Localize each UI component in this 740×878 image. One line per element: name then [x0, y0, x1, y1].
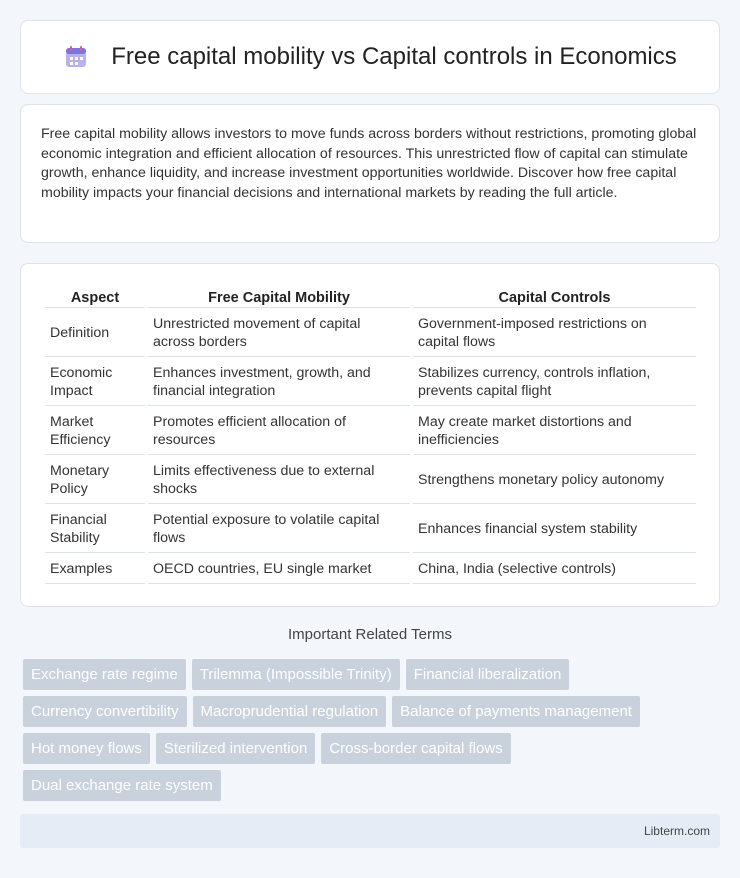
table-row [45, 457, 696, 504]
title-card [20, 20, 720, 94]
related-term-tag[interactable]: Sterilized intervention [156, 733, 315, 764]
related-term-tag[interactable]: Trilemma (Impossible Trinity) [192, 659, 400, 690]
cell-capital-controls: Government-imposed restrictions on capital flows [413, 310, 696, 357]
cell-free-capital-mobility: Promotes efficient allocation of resources [148, 408, 410, 455]
table-row [45, 359, 696, 406]
cell-aspect: Examples [45, 555, 145, 584]
cell-free-capital-mobility: OECD countries, EU single market [148, 555, 410, 584]
cell-aspect: Economic Impact [45, 359, 145, 406]
table-header-row [45, 286, 696, 308]
cell-aspect: Financial Stability [45, 506, 145, 553]
related-terms-list [23, 659, 703, 807]
cell-capital-controls: Enhances financial system stability [413, 506, 696, 553]
page-title: Free capital mobility vs Capital controls in Economics [111, 43, 677, 70]
cell-aspect: Monetary Policy [45, 457, 145, 504]
intro-card [20, 104, 720, 243]
cell-free-capital-mobility: Unrestricted movement of capital across borders [148, 310, 410, 357]
table-row [45, 408, 696, 455]
related-term-tag[interactable]: Hot money flows [23, 733, 150, 764]
cell-capital-controls: Strengthens monetary policy autonomy [413, 457, 696, 504]
cell-capital-controls: China, India (selective controls) [413, 555, 696, 584]
calendar-icon [63, 44, 89, 70]
related-terms-heading: Important Related Terms [288, 626, 452, 643]
cell-free-capital-mobility: Enhances investment, growth, and financial integration [148, 359, 410, 406]
cell-capital-controls: Stabilizes currency, controls inflation, prevents capital flight [413, 359, 696, 406]
related-term-tag[interactable]: Cross-border capital flows [321, 733, 510, 764]
cell-aspect: Definition [45, 310, 145, 357]
related-term-tag[interactable]: Dual exchange rate system [23, 770, 221, 801]
related-term-tag[interactable]: Balance of payments management [392, 696, 640, 727]
intro-text: Free capital mobility allows investors to move funds across borders without restrictions, promoting global economic integration and efficient allocation of resources. This unrestricted flow of capital can stimulate growth, enhance liquidity, and increase investment opportunities worldwide. Discover how free capital mobility impacts your financial decisions and international markets by reading the full article. [41, 126, 697, 201]
comparison-table [42, 284, 699, 586]
table-row [45, 555, 696, 584]
comparison-table-card [20, 263, 720, 607]
related-term-tag[interactable]: Financial liberalization [406, 659, 570, 690]
cell-free-capital-mobility: Potential exposure to volatile capital flows [148, 506, 410, 553]
header-capital-controls: Capital Controls [413, 286, 696, 308]
related-term-tag[interactable]: Currency convertibility [23, 696, 187, 727]
cell-aspect: Market Efficiency [45, 408, 145, 455]
table-row [45, 310, 696, 357]
header-aspect: Aspect [45, 286, 145, 308]
cell-capital-controls: May create market distortions and inefficiencies [413, 408, 696, 455]
header-free-capital-mobility: Free Capital Mobility [148, 286, 410, 308]
related-term-tag[interactable]: Exchange rate regime [23, 659, 186, 690]
footer-site-link[interactable]: Libterm.com [643, 824, 710, 838]
related-term-tag[interactable]: Macroprudential regulation [193, 696, 387, 727]
footer [20, 814, 720, 848]
table-row [45, 506, 696, 553]
cell-free-capital-mobility: Limits effectiveness due to external shocks [148, 457, 410, 504]
